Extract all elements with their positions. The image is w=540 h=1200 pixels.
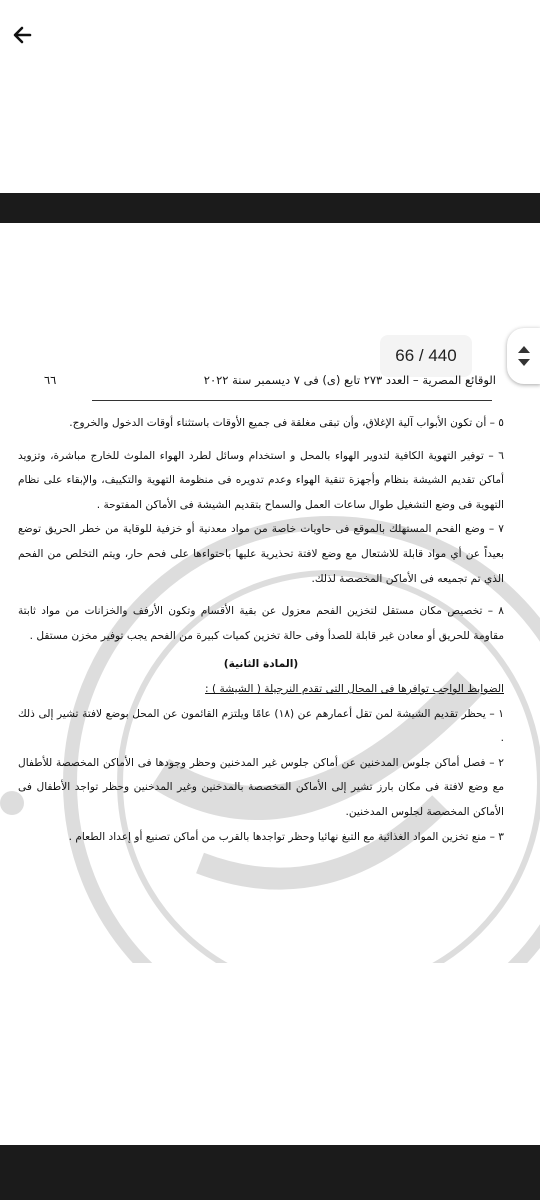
- paragraph-8: ٨ – تخصيص مكان مستقل لتخزين الفحم معزول عن بقية الأقسام وتكون الأرفف والخزانات من مواد ثابتة مقاومة للحريق أو معادن غير قابلة للصدأ وفى حالة تخزين كميات كبيرة من الفحم يجب توفير مخزن مستقل .: [18, 605, 504, 642]
- paragraph-7: ٧ – وضع الفحم المستهلك بالموقع فى حاويات خاصة من مواد معدنية أو خزفية للوقاية من خطر الحريق توضع بعيداً عن أي مواد قابلة للاشتعال مع وضع لافتة تحذيرية عليها باحتواءها على فحم حار، ويتم التخلص من الفحم الذي تم تجميعه فى الأماكن المخصصة لذلك.: [18, 523, 504, 585]
- top-area: [0, 0, 540, 193]
- article-item-3: ٣ – منع تخزين المواد الغذائية مع التبغ نهائيا وحظر تواجدها بالقرب من أماكن تصنيع أو إعداد الطعام .: [68, 830, 504, 843]
- article-item-2: ٢ – فصل أماكن جلوس المدخنين عن أماكن جلوس غير المدخنين وحظر وجودها فى الأماكن المخصصة للأطفال مع وضع لافتة فى مكان بارز تشير إلى الأماكن المخصصة بالمدخنين وغير المدخنين وحظر تواجد الأطفال فى الأماكن المخصصة لجلوس المدخنين.: [18, 756, 504, 818]
- document-page: [0, 223, 540, 1145]
- header-rule: [92, 400, 492, 401]
- separator-bar: [0, 193, 540, 223]
- document-header: [44, 373, 496, 387]
- scroll-handle[interactable]: [507, 328, 540, 384]
- page-counter: 66 / 440: [380, 335, 472, 377]
- paragraph-6: ٦ – توفير التهوية الكافية لتدوير الهواء بالمحل و استخدام وسائل لطرد الهواء الملوث للخارج مباشرة، وتزويد أماكن تقديم الشيشة بنظام وأجهزة تنقية الهواء وعدم تدويره فى منظومة التهوية والتكييف، والإبقاء على نظام التهوية فى وضع التشغيل طوال ساعات العمل والسماح بتقديم الشيشة فى الأماكن المفتوحة .: [18, 449, 504, 511]
- scroll-up-icon[interactable]: [518, 346, 530, 353]
- header-title: الوقائع المصرية – العدد ٢٧٣ تابع (ى) فى ٧ ديسمبر سنة ٢٠٢٢: [203, 373, 496, 387]
- bottom-bar: [0, 1145, 540, 1200]
- article-item-1: ١ – يحظر تقديم الشيشة لمن تقل أعمارهم عن (١٨) عامًا ويلتزم القائمون عن المحل بوضع لافتة تشير إلى ذلك .: [18, 707, 504, 745]
- article-title: (المادة الثانية): [223, 658, 299, 671]
- header-page-number: ٦٦: [44, 373, 57, 387]
- scroll-down-icon[interactable]: [518, 359, 530, 366]
- paragraph-5: ٥ – أن تكون الأبواب آلية الإغلاق، وأن تبقى مغلقة فى جميع الأوقات باستثناء أوقات الدخول والخروج.: [69, 417, 504, 429]
- back-arrow-icon[interactable]: [6, 18, 40, 52]
- article-subtitle: الضوابط الواجب توافرها فى المحال التى تقدم النرجيلة ( الشيشة ) :: [205, 682, 504, 695]
- document-body: [18, 411, 504, 849]
